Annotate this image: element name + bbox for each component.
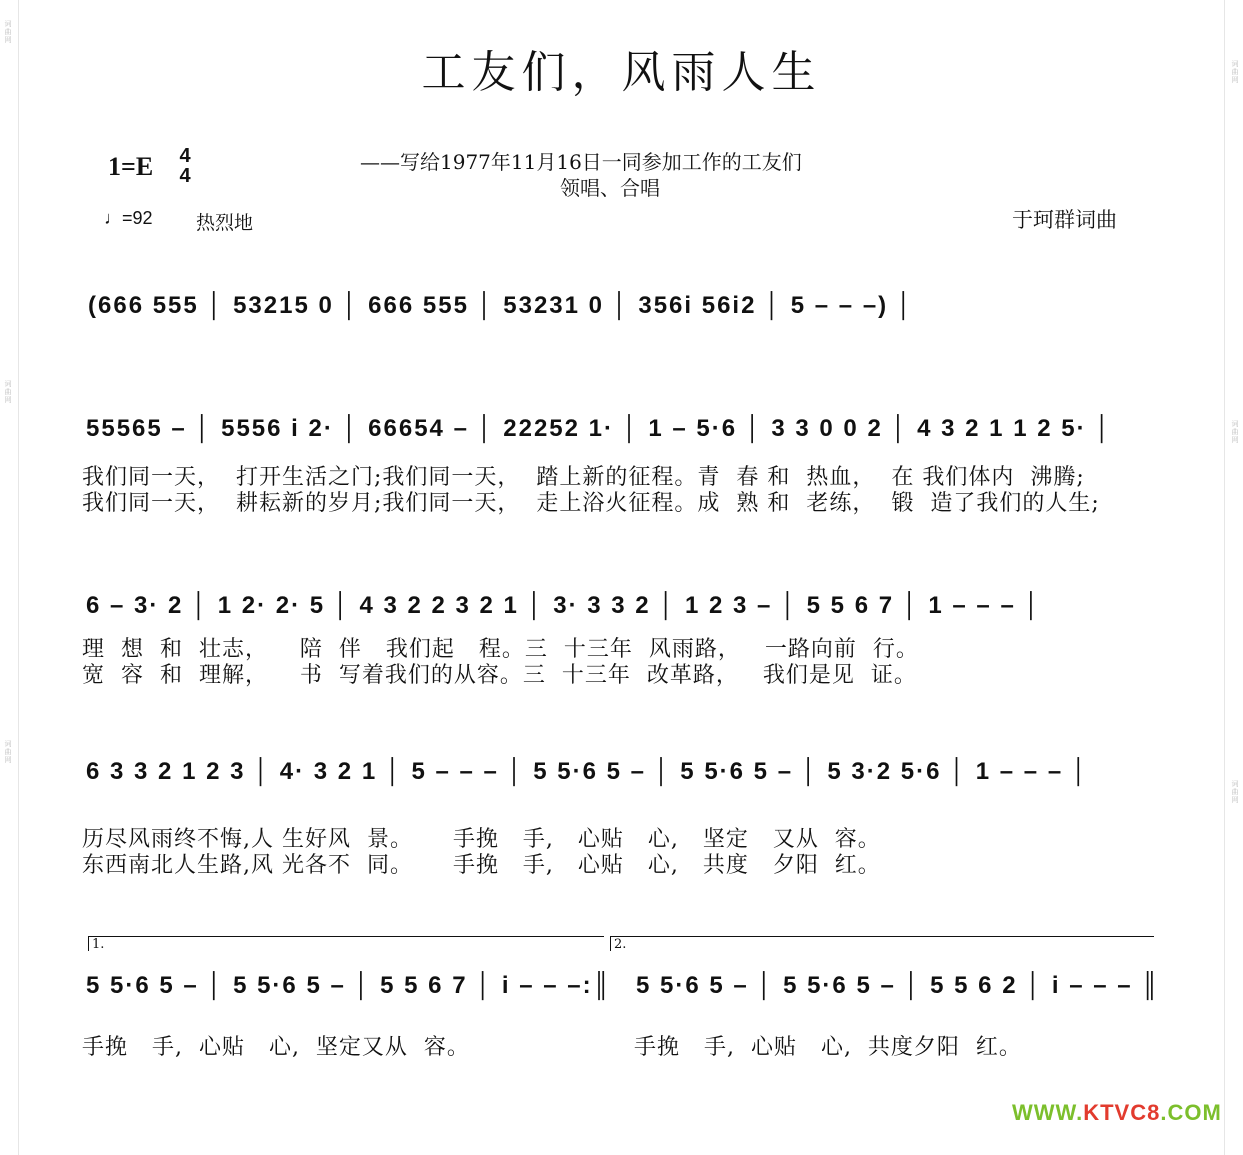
website-prefix: WWW. (1012, 1100, 1084, 1125)
first-ending-lyric: 手挽 手, 心贴 心, 坚定又从 容。 (82, 1035, 470, 1060)
website-watermark (1012, 1100, 1222, 1126)
watermark-right: 词曲网 (1231, 780, 1239, 804)
second-ending-notes: 5 5·6 5 – │ 5 5·6 5 – │ 5 5 6 2 │ i – – – ║ (636, 972, 1161, 999)
author-credit: 于珂群词曲 (1012, 208, 1117, 232)
watermark-left: 词曲网 (4, 380, 12, 404)
system3-notes: 6 – 3· 2 │ 1 2· 2· 5 │ 4 3 2 2 3 2 1 │ 3· 3 3 2 │ 1 2 3 – │ 5 5 6 7 │ 1 – – – │ (86, 592, 1042, 619)
system4-lyric-verse1: 历尽风雨终不悔,人 生好风 景。 手挽 手, 心贴 心, 坚定 又从 容。 (82, 827, 881, 852)
system1-notes: (666 555 │ 53215 0 │ 666 555 │ 53231 0 │ 356i 56i2 │ 5 – – –) │ (88, 292, 914, 319)
first-ending-bracket (88, 936, 604, 951)
system2-notes: 55565 – │ 5556 i 2· │ 66654 – │ 22252 1· │ 1 – 5·6 │ 3 3 0 0 2 │ 4 3 2 1 1 2 5· │ (86, 415, 1113, 442)
tempo-marking: ♩=92 (104, 208, 153, 228)
system4-lyric-verse2: 东西南北人生路,风 光各不 同。 手挽 手, 心贴 心, 共度 夕阳 红。 (82, 853, 881, 878)
system2-lyric-verse1: 我们同一天， 打开生活之门;我们同一天， 踏上新的征程。青 春 和 热血， 在 我们体内 沸腾; (82, 465, 1085, 490)
website-suffix: .COM (1160, 1100, 1222, 1125)
song-title: 工友们，风雨人生 (421, 47, 822, 98)
time-signature (174, 146, 196, 186)
second-ending-label: 2. (614, 937, 627, 952)
time-signature-bottom: 4 (179, 165, 191, 187)
second-ending-bracket (610, 936, 1154, 951)
second-ending-lyric: 手挽 手, 心贴 心, 共度夕阳 红。 (634, 1035, 1022, 1060)
watermark-left: 词曲网 (4, 20, 12, 44)
system2-lyric-verse2: 我们同一天， 耕耘新的岁月;我们同一天， 走上浴火征程。成 熟 和 老练， 锻 造了我们的人生; (82, 491, 1100, 516)
watermark-right: 词曲网 (1231, 420, 1239, 444)
watermark-right: 词曲网 (1231, 60, 1239, 84)
time-signature-top: 4 (179, 145, 191, 167)
system4-notes: 6 3 3 2 1 2 3 │ 4· 3 2 1 │ 5 – – – │ 5 5·6 5 – │ 5 5·6 5 – │ 5 3·2 5·6 │ 1 – – – │ (86, 758, 1089, 785)
system3-lyric-verse2: 宽 容 和 理解， 书 写着我们的从容。三 十三年 改革路， 我们是见 证。 (82, 663, 917, 688)
left-margin-strip (0, 0, 19, 1155)
first-ending-label: 1. (92, 937, 105, 952)
subtitle: ——写给1977年11月16日一同参加工作的工友们 (360, 150, 802, 174)
system3-lyric-verse1: 理 想 和 壮志， 陪 伴 我们起 程。三 十三年 风雨路， 一路向前 行。 (82, 637, 919, 662)
mood-marking: 热烈地 (196, 212, 254, 234)
watermark-left: 词曲网 (4, 740, 12, 764)
key-signature: 1=E (108, 152, 154, 181)
right-margin-strip (1224, 0, 1243, 1155)
performance-note: 领唱、合唱 (560, 176, 660, 200)
website-brand: KTVC8 (1083, 1100, 1161, 1125)
first-ending-notes: 5 5·6 5 – │ 5 5·6 5 – │ 5 5 6 7 │ i – – –:║ (86, 972, 612, 999)
